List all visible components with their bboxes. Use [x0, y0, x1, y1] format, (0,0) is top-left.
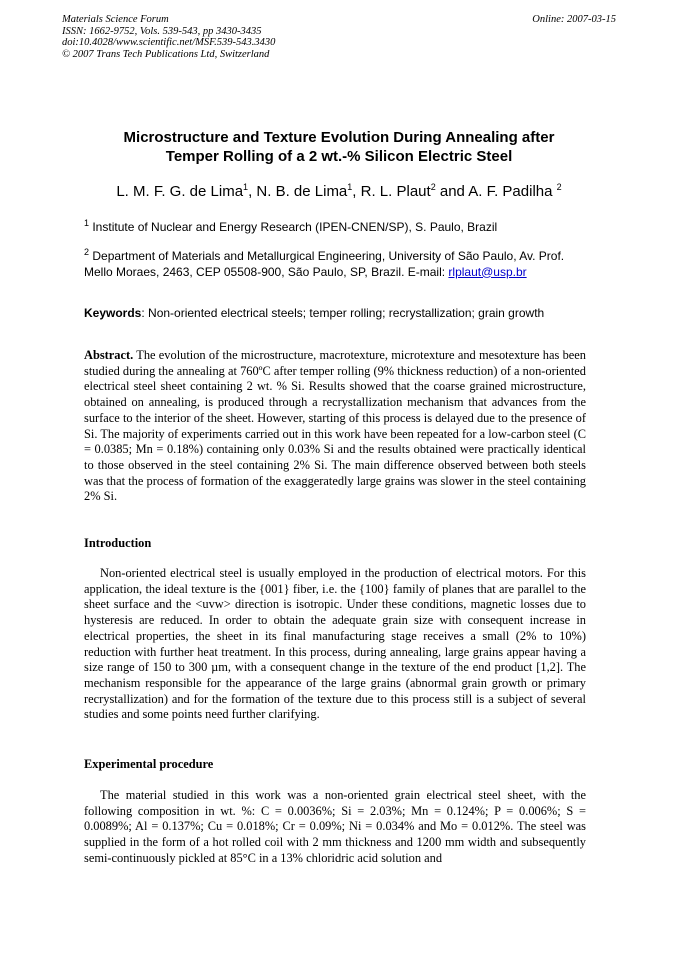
- online-date-text: Online: 2007-03-15: [532, 14, 616, 25]
- title-line-1: Microstructure and Texture Evolution During Annealing after: [123, 129, 555, 146]
- keywords-text: : Non-oriented electrical steels; temper rolling; recrystallization; grain growth: [141, 306, 545, 320]
- title-line-2: Temper Rolling of a 2 wt.-% Silicon Electric Steel: [165, 148, 513, 165]
- affiliation-1-text: Institute of Nuclear and Energy Research (IPEN-CNEN/SP), S. Paulo, Brazil: [89, 220, 498, 234]
- abstract-text: The evolution of the microstructure, macrotexture, microtexture and mesotexture has been studied during the annealing at 760ºC after temper rolling (9% thickness reduction) of a non-oriented electrical steel sheet containing 2 wt. % Si. Results showed that the coarse grained microstructure, obtained on annealing, is produced through a recrystallization mechanism that advances from the surface to the interior of the sheet. However, starting of this process is delayed due to the presence of Si. The majority of experiments carried out in this work have been repeated for a low-carbon steel (C = 0.0385; Mn = 0.18%) containing only 0.03% Si and the results obtained were practically identical to those observed in the steel containing 2% Si. The main difference observed between both steels was that the process of formation of the exaggeratedly large grains was slower in the steel containing 2% Si.: [84, 348, 586, 504]
- author-1: L. M. F. G. de Lima: [116, 183, 244, 200]
- abstract-label: Abstract.: [84, 348, 134, 362]
- introduction-heading: Introduction: [84, 536, 152, 550]
- journal-doi: doi:10.4028/www.scientific.net/MSF.539-543.3430: [62, 37, 276, 49]
- journal-copyright: © 2007 Trans Tech Publications Ltd, Switzerland: [62, 48, 270, 60]
- experimental-paragraph: The material studied in this work was a non-oriented grain electrical steel sheet, with the following composition in wt. %: C = 0.0036%; Si = 2.03%; Mn = 0.124%; P = 0.006%; S = 0.0089%; Al = 0.137%; Cu = 0.018%; Cr = 0.09%; Ni = 0.034% and Mo = 0.012%. The steel was supplied in the form of a hot rolled coil with 2 mm thickness and 1200 mm width and subsequently semi-continuously pickled at 85°C in a 13% chloridric acid solution and: [84, 788, 586, 865]
- author-4-affil: 2: [556, 182, 562, 192]
- author-4: A. F. Padilha: [468, 183, 557, 200]
- online-date: [532, 14, 616, 26]
- affiliation-2-number: 2: [84, 247, 90, 257]
- keywords-label: Keywords: [84, 306, 142, 320]
- author-list: [84, 182, 594, 201]
- author-3: R. L. Plaut: [360, 183, 431, 200]
- paper-title: [84, 128, 594, 166]
- affiliation-2-text: Department of Materials and Metallurgical Engineering, University of São Paulo, Av. Prof. Mello Moraes, 2463, CEP 05508-900, São Paulo, SP, Brazil. E-mail:: [84, 249, 565, 279]
- experimental-heading: Experimental procedure: [84, 757, 214, 771]
- affiliation-1: [84, 220, 596, 236]
- introduction-paragraph: Non-oriented electrical steel is usually employed in the production of electrical motors. For this application, the ideal texture is the {001} fiber, i.e. the {100} family of planes that are parallel to the sheet surface and the <uvw> direction is isotropic. Under these conditions, magnetic losses due to hysteresis are reduced. In order to obtain the adequate grain size with consequent increase in electrical properties, the sheet in its final manufacturing stage receives a small (2% to 10%) reduction with further heat treatment. In this process, during annealing, large grains appear having a size range of 150 to 300 µm, with a consequent change in the texture of the end product [1,2]. The mechanism responsible for the appearance of the large grains (abnormal grain growth or primary recrystallization) and for the formation of the texture due to this process still is a subject of several studies and some points need further clarifying.: [84, 566, 586, 722]
- author-sep-3: and: [435, 183, 469, 200]
- keywords: [84, 306, 596, 321]
- affiliation-2: [84, 249, 596, 280]
- abstract: [84, 348, 586, 505]
- author-2: N. B. de Lima: [256, 183, 348, 200]
- email-link[interactable]: rlplaut@usp.br: [448, 264, 527, 279]
- author-1-affil: 1: [243, 182, 249, 192]
- journal-header: [62, 14, 275, 60]
- affiliation-1-number: 1: [84, 218, 90, 228]
- author-2-affil: 1: [347, 182, 353, 192]
- author-sep-2: ,: [352, 183, 361, 200]
- author-sep-1: ,: [248, 183, 257, 200]
- author-3-affil: 2: [430, 182, 436, 192]
- journal-issn: ISSN: 1662-9752, Vols. 539-543, pp 3430-3435: [62, 25, 262, 37]
- journal-name: Materials Science Forum: [62, 14, 169, 25]
